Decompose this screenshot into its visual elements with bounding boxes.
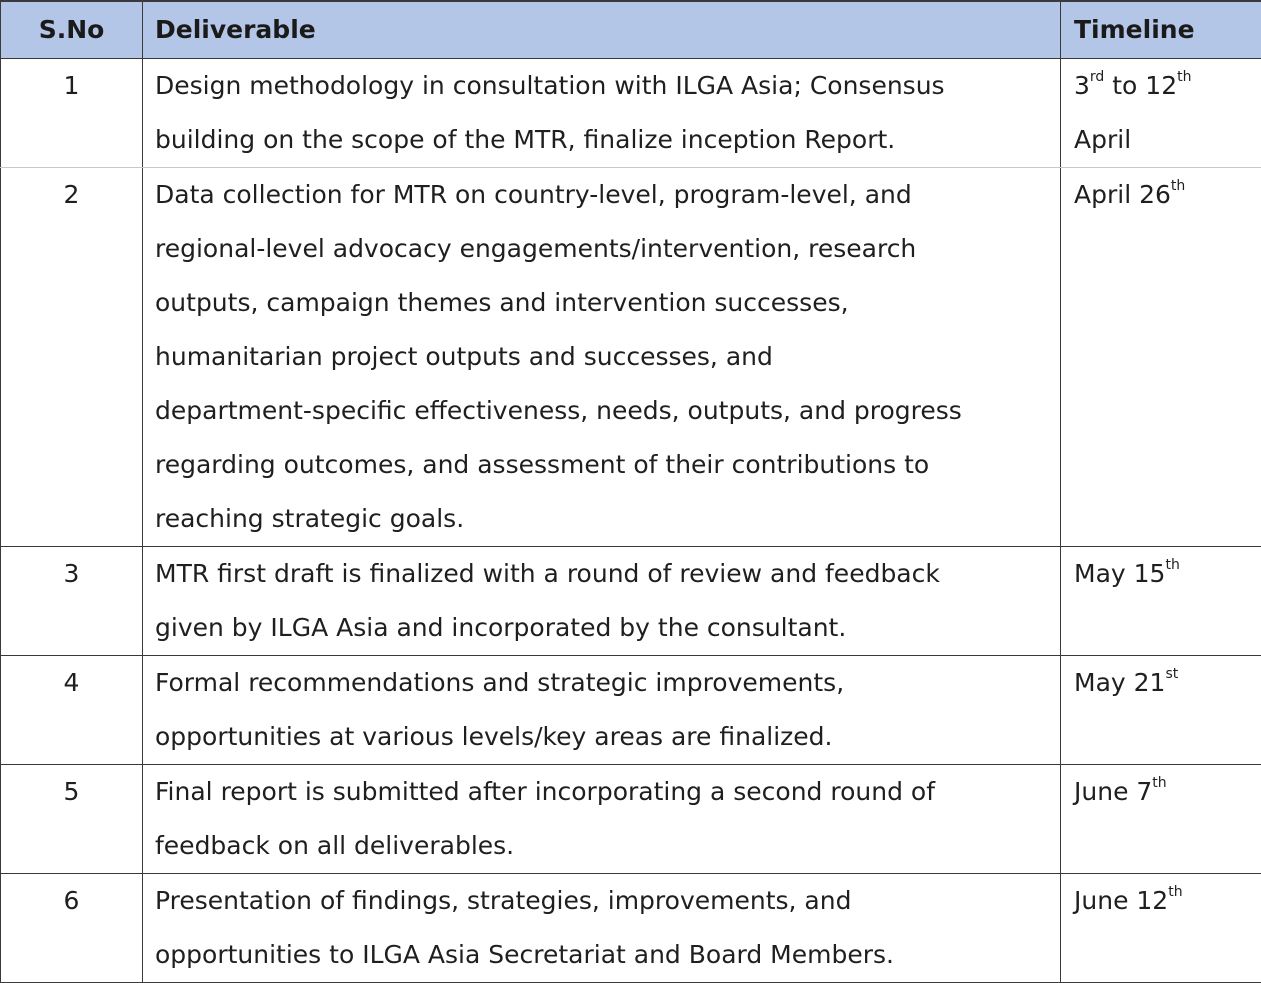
row-timeline (1061, 765, 1261, 874)
row-deliverable (143, 765, 1061, 874)
timeline-text: May 21 (1074, 668, 1165, 697)
timeline-suffix: th (1177, 69, 1191, 85)
timeline-text: to 12 (1104, 71, 1177, 100)
row-deliverable (143, 168, 1061, 547)
row-sno: 6 (1, 874, 143, 983)
deliverable-line: Design methodology in consultation with ILGA Asia; Consensus (155, 59, 1050, 113)
deliverable-line: feedback on all deliverables. (155, 819, 1050, 873)
table-row (1, 168, 1261, 547)
row-sno: 2 (1, 168, 143, 547)
row-deliverable (143, 656, 1061, 765)
deliverable-line: building on the scope of the MTR, finalize inception Report. (155, 113, 1050, 167)
table-header-row (1, 1, 1261, 59)
deliverable-line: Final report is submitted after incorporating a second round of (155, 765, 1050, 819)
deliverable-line: opportunities at various levels/key areas are finalized. (155, 710, 1050, 764)
timeline-suffix: th (1168, 884, 1182, 900)
timeline-text: May 15 (1074, 559, 1165, 588)
table-row (1, 765, 1261, 874)
deliverable-line: Data collection for MTR on country-level, program-level, and (155, 168, 1050, 222)
deliverable-line: reaching strategic goals. (155, 492, 1050, 546)
deliverable-line: regional-level advocacy engagements/intervention, research (155, 222, 1050, 276)
deliverable-line: Presentation of findings, strategies, improvements, and (155, 874, 1050, 928)
timeline-suffix: st (1165, 666, 1178, 682)
timeline-text: 3 (1074, 71, 1090, 100)
table-row (1, 874, 1261, 983)
table-row (1, 547, 1261, 656)
row-sno: 5 (1, 765, 143, 874)
timeline-suffix: rd (1090, 69, 1104, 85)
timeline-text: April 26 (1074, 180, 1171, 209)
timeline-text: June 12 (1074, 886, 1168, 915)
deliverable-line: regarding outcomes, and assessment of their contributions to (155, 438, 1050, 492)
table-row (1, 59, 1261, 168)
timeline-suffix: th (1152, 775, 1166, 791)
deliverable-line: given by ILGA Asia and incorporated by the consultant. (155, 601, 1050, 655)
row-deliverable (143, 59, 1061, 168)
row-deliverable (143, 547, 1061, 656)
header-sno: S.No (1, 1, 143, 59)
timeline-suffix: th (1165, 557, 1179, 573)
timeline-line: April (1074, 113, 1255, 167)
timeline-line (1074, 59, 1255, 113)
row-timeline (1061, 547, 1261, 656)
row-sno: 1 (1, 59, 143, 168)
header-deliverable: Deliverable (143, 1, 1061, 59)
row-timeline (1061, 874, 1261, 983)
deliverable-line: humanitarian project outputs and successes, and (155, 330, 1050, 384)
row-timeline (1061, 59, 1261, 168)
deliverable-line: Formal recommendations and strategic improvements, (155, 656, 1050, 710)
deliverable-line: opportunities to ILGA Asia Secretariat and Board Members. (155, 928, 1050, 982)
row-deliverable (143, 874, 1061, 983)
row-sno: 4 (1, 656, 143, 765)
timeline-suffix: th (1171, 178, 1185, 194)
row-timeline (1061, 168, 1261, 547)
deliverable-line: MTR first draft is finalized with a round of review and feedback (155, 547, 1050, 601)
deliverable-line: outputs, campaign themes and intervention successes, (155, 276, 1050, 330)
row-sno: 3 (1, 547, 143, 656)
row-timeline (1061, 656, 1261, 765)
timeline-text: June 7 (1074, 777, 1152, 806)
header-timeline: Timeline (1061, 1, 1261, 59)
deliverable-line: department-specific effectiveness, needs, outputs, and progress (155, 384, 1050, 438)
table-row (1, 656, 1261, 765)
